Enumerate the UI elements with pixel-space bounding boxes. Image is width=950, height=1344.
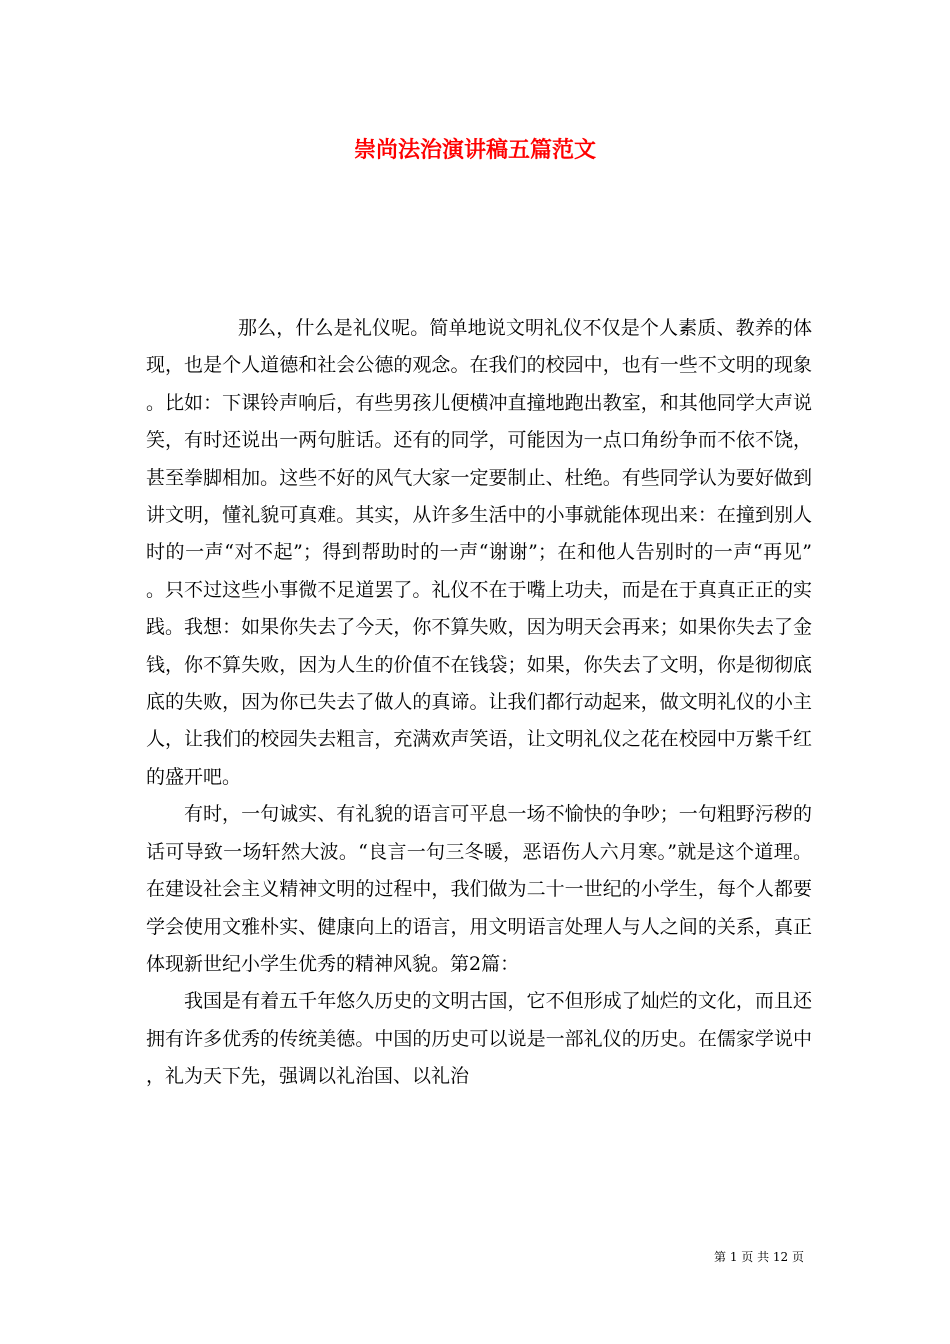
document-title: 崇尚法治演讲稿五篇范文 <box>353 137 596 163</box>
paragraph-1: 那么，什么是礼仪呢。简单地说文明礼仪不仅是个人素质、教养的体现，也是个人道德和社会公德的观念。在我们的校园中，也有一些不文明的现象。比如：下课铃声响后，有些男孩儿便横冲直撞地跑出教室，和其他同学大声说笑，有时还说出一两句脏话。还有的同学，可能因为一点口角纷争而不依不饶，甚至拳脚相加。这些不好的风气大家一定要制止、杜绝。有些同学认为要好做到讲文明，懂礼貌可真难。其实，从许多生活中的小事就能体现出来：在撞到别人时的一声“对不起”；得到帮助时的一声“谢谢”；在和他人告别时的一声“再见”。只不过这些小事微不足道罢了。礼仪不在于嘴上功夫，而是在于真真正正的实践。我想：如果你失去了今天，你不算失败，因为明天会再来；如果你失去了金钱，你不算失败，因为人生的价值不在钱袋；如果，你失去了文明，你是彻彻底底的失败，因为你已失去了做人的真谛。让我们都行动起来，做文明礼仪的小主人，让我们的校园失去粗言，充满欢声笑语，让文明礼仪之花在校园中万紫千红的盛开吧。 <box>146 317 812 788</box>
page-number-footer: 第 1 页 共 12 页 <box>714 1250 804 1264</box>
paragraph-2: 有时，一句诚实、有礼貌的语言可平息一场不愉快的争吵；一句粗野污秽的话可导致一场轩然大波。“良言一句三冬暖，恶语伤人六月寒。”就是这个道理。在建设社会主义精神文明的过程中，我们做为二十一世纪的小学生，每个人都要学会使用文雅朴实、健康向上的语言，用文明语言处理人与人之间的关系，真正体现新世纪小学生优秀的精神风貌。第2篇： <box>146 803 812 975</box>
paragraph-3: 我国是有着五千年悠久历史的文明古国，它不但形成了灿烂的文化，而且还拥有许多优秀的传统美德。中国的历史可以说是一部礼仪的历史。在儒家学说中，礼为天下先，强调以礼治国、以礼治 <box>146 990 812 1088</box>
document-body <box>146 310 812 1096</box>
